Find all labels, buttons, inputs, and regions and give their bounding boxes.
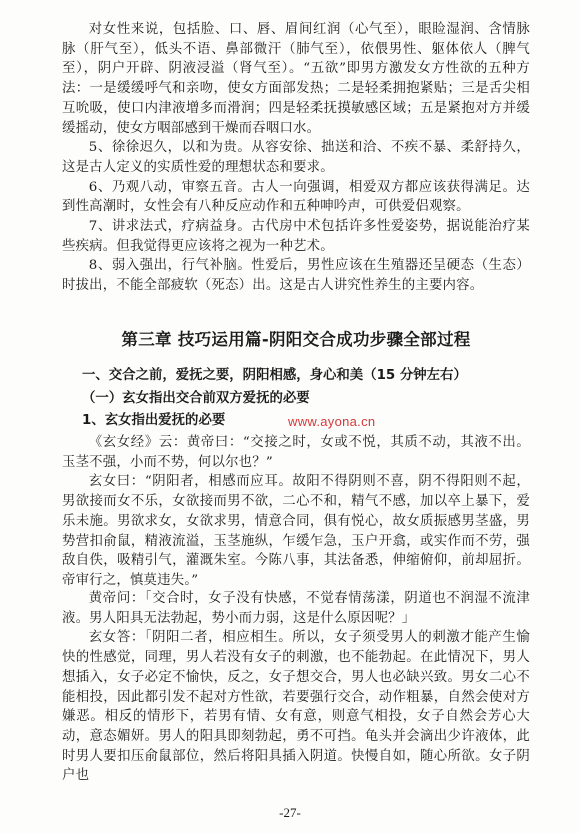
watermark: www.ayona.cn xyxy=(288,414,376,429)
paragraph: 8、弱入强出，行气补脑。性爱后，男性应该在生殖器还呈硬态（生态）时拔出，不能全部疲软（死态）出。这是古人讲究性养生的主要内容。 xyxy=(62,258,530,294)
body-text-top xyxy=(62,20,530,296)
body-text-quote xyxy=(62,433,530,591)
body-text-translation xyxy=(62,589,530,786)
paragraph: 6、乃观八动，审察五音。古人一向强调，相爱双方都应该获得满足。达到性高潮时，女性会有八种反应动作和五种呻吟声，可供爱侣观察。 xyxy=(62,179,530,215)
paragraph: 对女性来说，包括脸、口、唇、眉间红润（心气至），眼睑湿润、含情脉脉（肝气至），低头不语、鼻部微汗（肺气至），依偎男性、躯体依人（脾气至），阴户开辟、阴液浸溢（肾气至）。“五欲”即男方激发女方性欲的五种方法：一是缓缓呼气和亲吻，使女方面部发热；二是轻柔拥抱紧贴；三是舌尖相互吮吸，使口内津液增多而滑润；四是轻柔抚摸敏感区域；五是紧抱对方并缓缓摇动，使女方咽部感到干燥而吞咽口水。 xyxy=(62,22,530,136)
paragraph: 《玄女经》云：黄帝曰：“交接之时，女或不悦，其质不动，其液不出。玉茎不强，小而不势，何以尔也？” xyxy=(62,435,530,470)
sub-subsection-heading: 1、玄女指出爱抚的必要 xyxy=(82,413,226,428)
page-number: -27- xyxy=(279,805,301,820)
paragraph: 玄女曰：“阴阳者，相感而应耳。故阳不得阴则不喜，阴不得阳则不起，男欲接而女不乐，女欲接而男不欲，二心不和，精气不感，加以卒上暴下，爱乐未施。男欲求女，女欲求男，情意合同，俱有悦心，故女质振感男茎盛，男势营扣俞鼠，精液流溢，玉茎施纵，乍缓乍急，玉户开翕，或实作而不劳，强敌自佚，吸精引气，灌溉朱室。今陈八事，其法备悉，伸缩俯仰，前却屈折。帝审行之，慎莫违失。” xyxy=(62,474,530,588)
section-heading: 一、交合之前，爱抚之要，阴阳相感，身心和美（15 分钟左右） xyxy=(82,368,467,383)
paragraph: 5、徐徐迟久，以和为贵。从容安徐、拙送和洽、不疾不暴、柔舒持久，这是古人定义的实质性爱的理想状态和要求。 xyxy=(62,140,530,175)
chapter-title: 第三章 技巧运用篇-阴阳交合成功步骤全部过程 xyxy=(121,330,471,349)
paragraph: 玄女答：「阴阳二者，相应相生。所以，女子须受男人的刺激才能产生愉快的性感觉，同理，男人若没有女子的刺激，也不能勃起。在此情况下，男人想插入，女子必定不愉快，反之，女子想交合，男人也必缺兴致。男女二心不能相投，因此都引发不起对方性欲，若要强行交合，动作粗暴，自然会使对方嫌恶。相反的情形下，若男有情、女有意，则意气相投，女子自然会芳心大动，意态媚妍。男人的阳具即刻勃起，勇不可挡。龟头并会滴出少许液体，此时男人要扣压俞鼠部位，然后将阳具插入阴道。快慢自如，随心所欲。女子阴户也 xyxy=(62,630,530,784)
paragraph: 黄帝问：「交合时，女子没有快感，不觉春情荡漾，阴道也不润湿不流津液。男人阳具无法勃起，势小而力弱，这是什么原因呢？」 xyxy=(62,591,530,626)
paragraph: 7、讲求法式，疗病益身。古代房中术包括许多性爱姿势，据说能治疗某些疾病。但我觉得更应该将之视为一种艺术。 xyxy=(62,219,530,254)
subsection-heading: （一）玄女指出交合前双方爱抚的必要 xyxy=(82,391,310,406)
